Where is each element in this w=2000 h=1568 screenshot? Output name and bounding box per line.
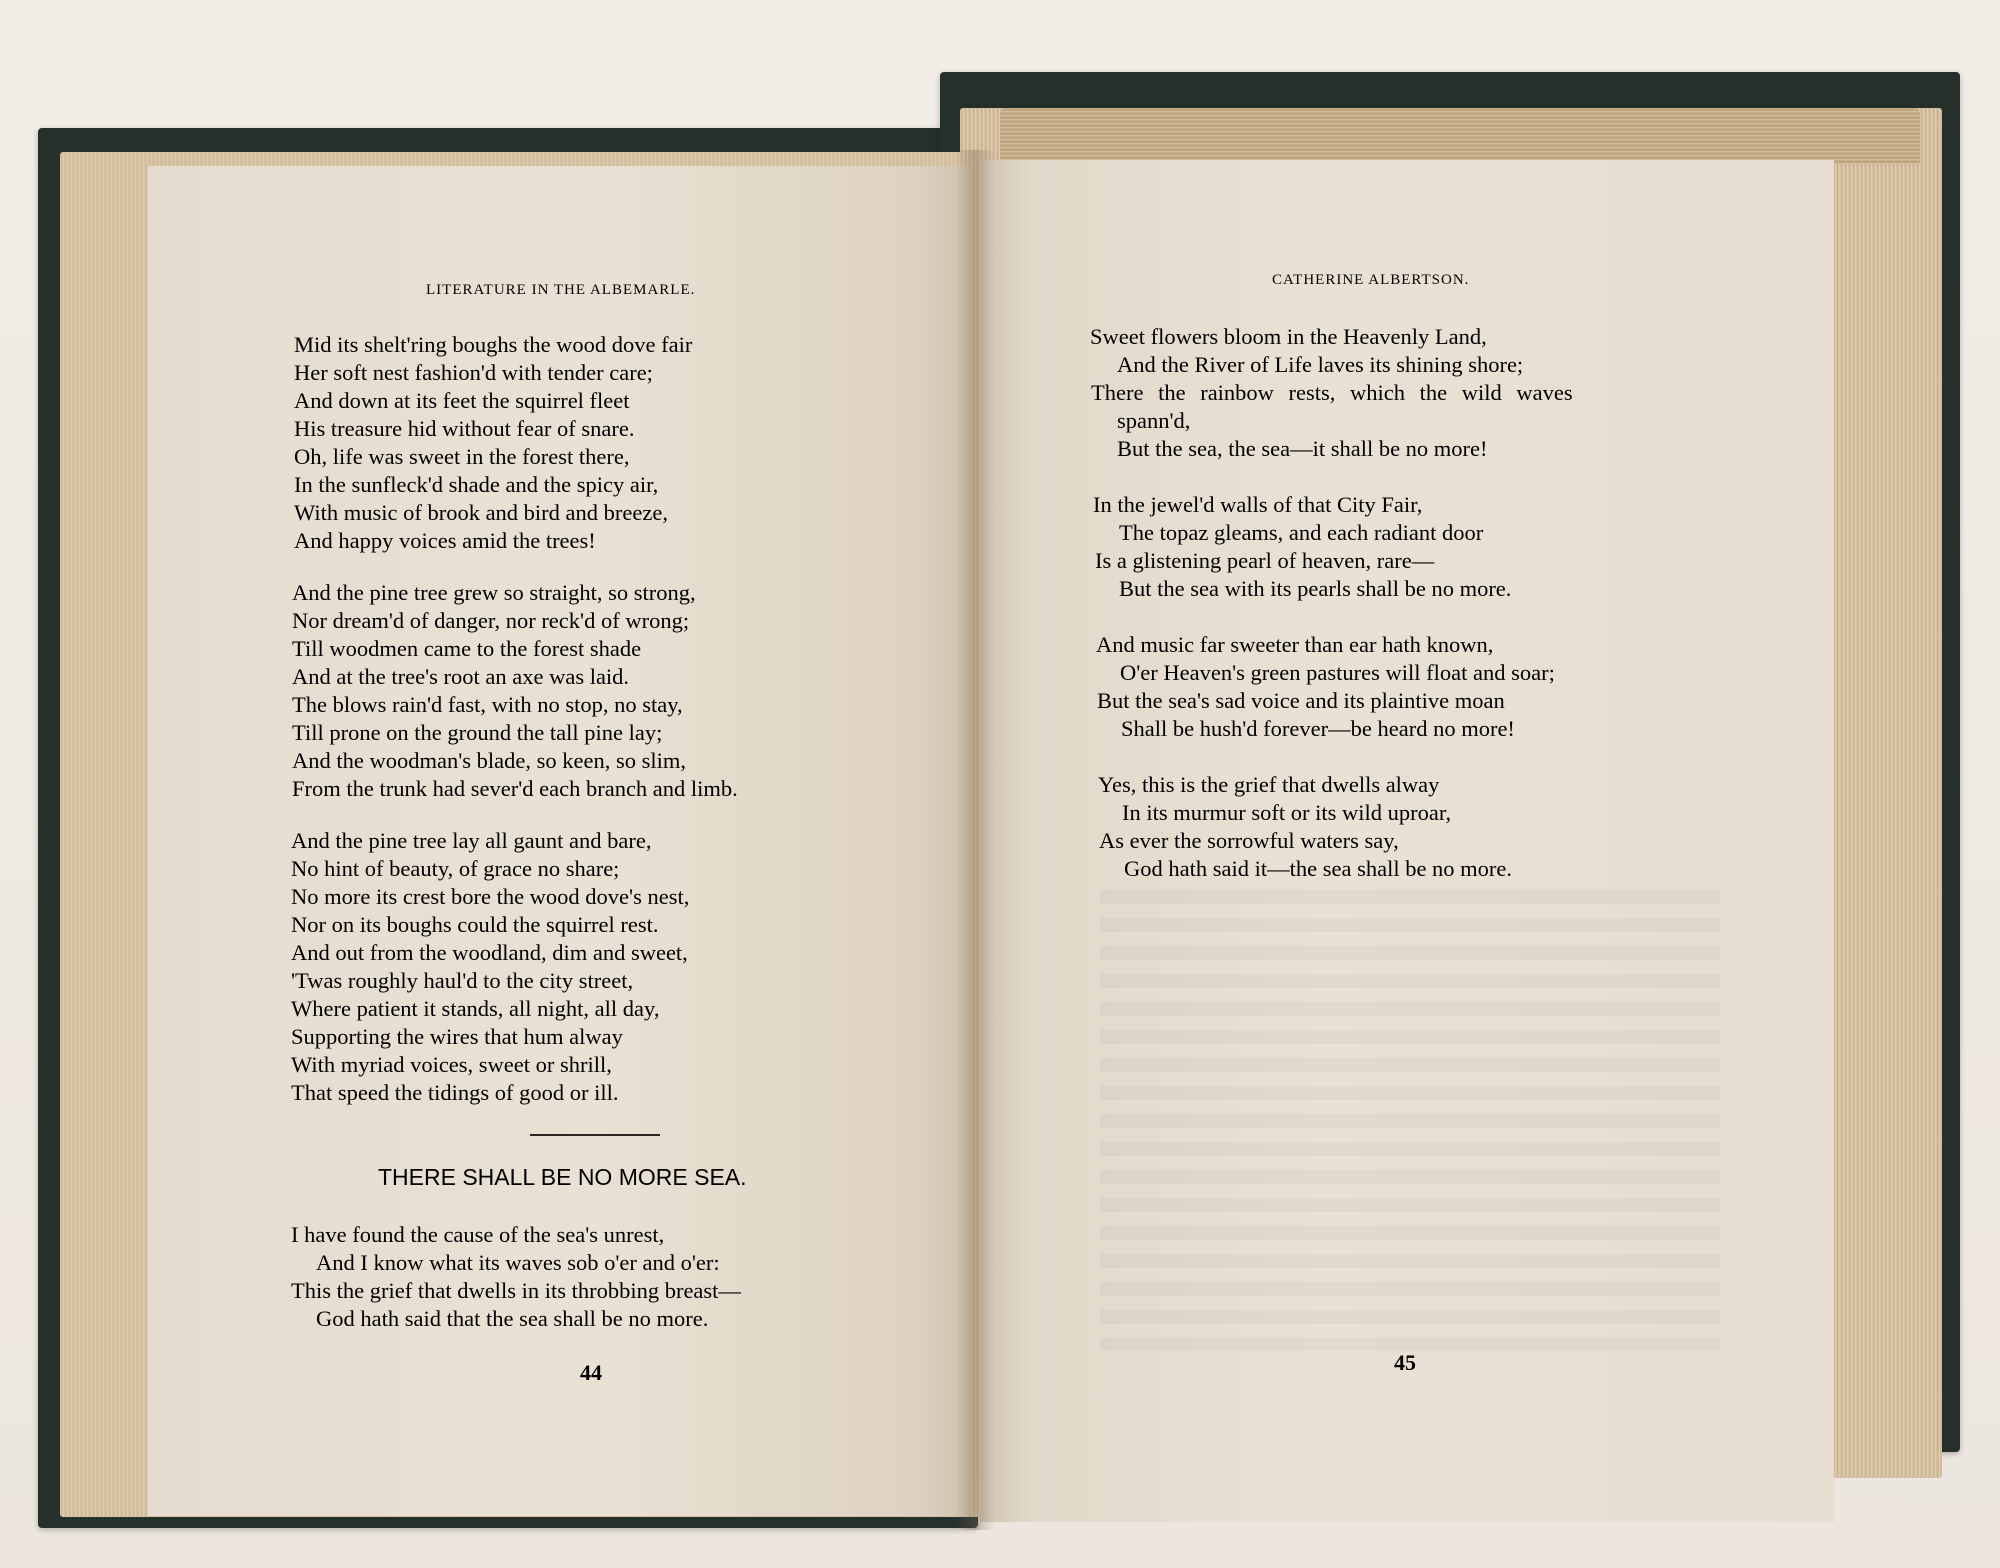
poem-line: Shall be hush'd forever—be heard no more!: [1121, 716, 1515, 741]
poem-line: Nor on its boughs could the squirrel rest.: [291, 912, 659, 937]
poem-line: And I know what its waves sob o'er and o'er:: [316, 1250, 720, 1275]
poem-line: Yes, this is the grief that dwells alway: [1098, 772, 1440, 797]
poem-line: In its murmur soft or its wild uproar,: [1122, 800, 1452, 825]
poem-line: spann'd,: [1117, 408, 1191, 433]
poem-line: No more its crest bore the wood dove's nest,: [291, 884, 690, 909]
poem-line: And music far sweeter than ear hath known,: [1096, 632, 1494, 657]
poem-line: The topaz gleams, and each radiant door: [1119, 520, 1484, 545]
poem-line: No hint of beauty, of grace no share;: [291, 856, 620, 881]
poem-line: God hath said it—the sea shall be no more.: [1124, 856, 1513, 881]
page-edges-top: [1000, 108, 1920, 164]
running-head-right: CATHERINE ALBERTSON.: [1272, 272, 1470, 288]
poem-line: Is a glistening pearl of heaven, rare—: [1095, 548, 1435, 573]
poem-line: And the pine tree lay all gaunt and bare,: [291, 828, 652, 853]
poem-line: God hath said that the sea shall be no more.: [316, 1306, 709, 1331]
poem-line: Till prone on the ground the tall pine lay;: [292, 720, 663, 745]
poem-line: Sweet flowers bloom in the Heavenly Land,: [1090, 324, 1487, 349]
running-head-left: LITERATURE IN THE ALBEMARLE.: [426, 282, 696, 298]
poem-line: Mid its shelt'ring boughs the wood dove fair: [294, 332, 693, 357]
poem-line: Oh, life was sweet in the forest there,: [294, 444, 630, 469]
poem-line: Her soft nest fashion'd with tender care;: [294, 360, 653, 385]
poem-line: The blows rain'd fast, with no stop, no stay,: [292, 692, 683, 717]
poem-line: There the rainbow rests, which the wild waves: [1091, 380, 1573, 405]
poem-line: And the River of Life laves its shining shore;: [1117, 352, 1524, 377]
poem-line: Supporting the wires that hum alway: [291, 1024, 623, 1049]
poem-line: I have found the cause of the sea's unrest,: [291, 1222, 665, 1247]
poem-line: In the sunfleck'd shade and the spicy air,: [294, 472, 659, 497]
book-gutter: [955, 150, 995, 1530]
poem-line: But the sea, the sea—it shall be no more!: [1117, 436, 1488, 461]
poem-line: But the sea with its pearls shall be no more.: [1119, 576, 1512, 601]
poem-line: And the woodman's blade, so keen, so slim,: [292, 748, 687, 773]
section-divider: [530, 1134, 660, 1136]
poem-line: With music of brook and bird and breeze,: [294, 500, 668, 525]
poem-line: That speed the tidings of good or ill.: [291, 1080, 619, 1105]
poem-line: O'er Heaven's green pastures will float and soar;: [1120, 660, 1555, 685]
poem-line: And at the tree's root an axe was laid.: [292, 664, 630, 689]
poem-line: From the trunk had sever'd each branch and limb.: [292, 776, 738, 801]
page-number-left: 44: [580, 1360, 602, 1385]
poem-line: Till woodmen came to the forest shade: [292, 636, 642, 661]
poem-line: Where patient it stands, all night, all day,: [291, 996, 660, 1021]
poem-line: In the jewel'd walls of that City Fair,: [1093, 492, 1423, 517]
poem-line: And the pine tree grew so straight, so strong,: [292, 580, 696, 605]
poem-line: As ever the sorrowful waters say,: [1099, 828, 1399, 853]
poem-line: And out from the woodland, dim and sweet,: [291, 940, 688, 965]
poem-line: His treasure hid without fear of snare.: [294, 416, 635, 441]
poem-line: But the sea's sad voice and its plaintive moan: [1097, 688, 1505, 713]
poem-title: THERE SHALL BE NO MORE SEA.: [378, 1164, 747, 1190]
poem-line: With myriad voices, sweet or shrill,: [291, 1052, 612, 1077]
page-number-right: 45: [1394, 1350, 1416, 1375]
poem-line: And happy voices amid the trees!: [294, 528, 596, 553]
poem-line: This the grief that dwells in its throbbing breast—: [291, 1278, 741, 1303]
poem-line: And down at its feet the squirrel fleet: [294, 388, 630, 413]
poem-line: 'Twas roughly haul'd to the city street,: [291, 968, 634, 993]
show-through-text: [1100, 890, 1720, 1350]
poem-line: Nor dream'd of danger, nor reck'd of wrong;: [292, 608, 690, 633]
